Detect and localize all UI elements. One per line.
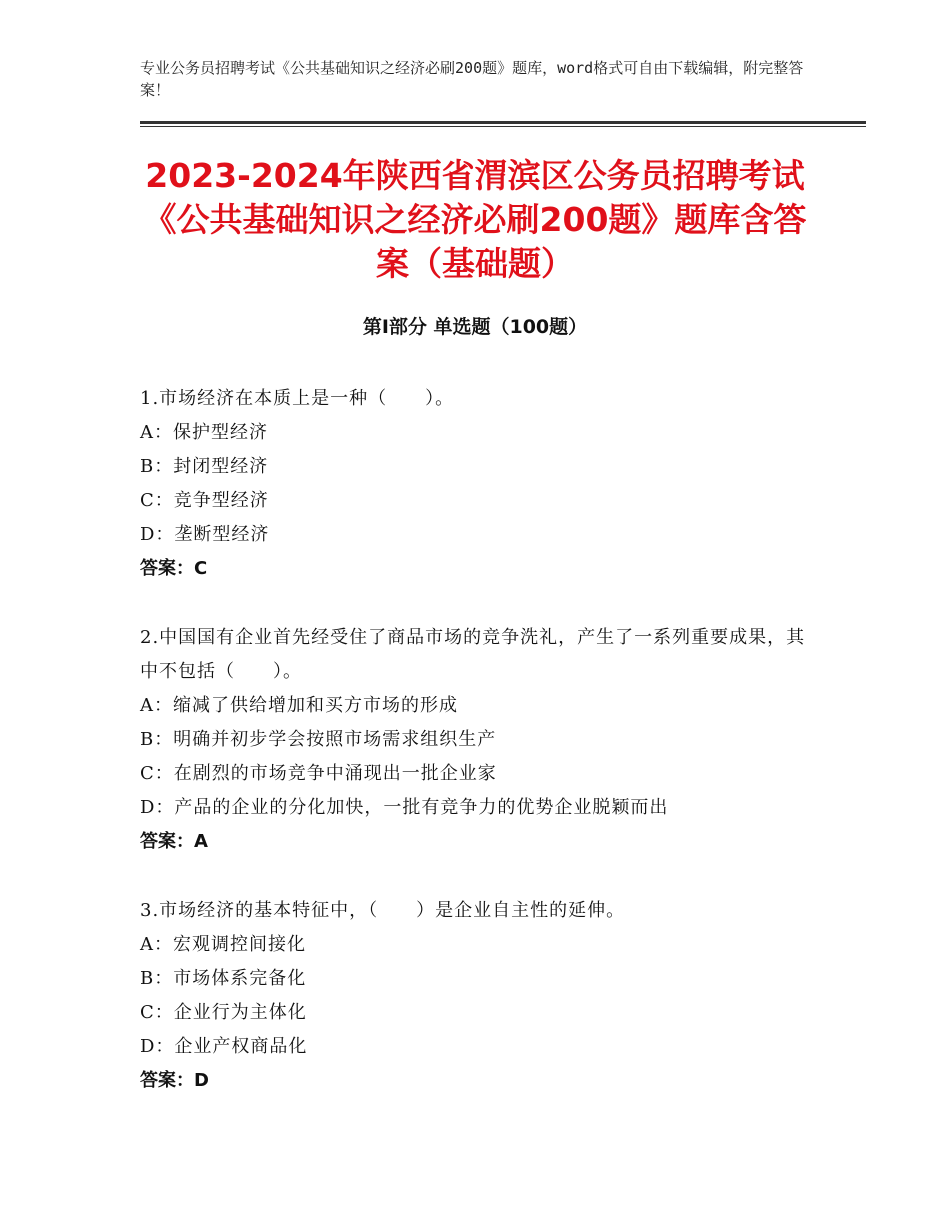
option-a: A：宏观调控间接化 [140,934,306,955]
question-stem: 1.市场经济在本质上是一种（ ）。 [140,388,455,409]
option-c: C：竞争型经济 [140,490,269,511]
question-list [140,382,810,1133]
question-3 [140,894,810,1098]
option-b: B：市场体系完备化 [140,968,307,989]
option-c: C：企业行为主体化 [140,1002,307,1023]
answer-line: 答案：D [140,1070,209,1091]
option-b: B：明确并初步学会按照市场需求组织生产 [140,729,497,750]
document-title: 2023-2024年陕西省渭滨区公务员招聘考试《公共基础知识之经济必刷200题》题库含答案（基础题） [143,156,807,283]
question-stem: 3.市场经济的基本特征中，（ ）是企业自主性的延伸。 [140,900,626,921]
option-a: A：保护型经济 [140,422,268,443]
option-d: D：垄断型经济 [140,524,270,545]
option-b: B：封闭型经济 [140,456,269,477]
option-c: C：在剧烈的市场竞争中涌现出一批企业家 [140,763,497,784]
header-divider-thin [140,126,866,127]
question-stem: 2.中国国有企业首先经受住了商品市场的竞争洗礼，产生了一系列重要成果，其中不包括（ ）。 [140,627,806,682]
option-a: A：缩减了供给增加和买方市场的形成 [140,695,458,716]
question-2 [140,621,810,859]
header-note: 专业公务员招聘考试《公共基础知识之经济必刷200题》题库，word格式可自由下载编辑，附完整答案！ [140,59,804,99]
option-d: D：企业产权商品化 [140,1036,308,1057]
header-divider-thick [140,121,866,124]
option-d: D：产品的企业的分化加快，一批有竞争力的优势企业脱颖而出 [140,797,669,818]
answer-line: 答案：C [140,558,208,579]
answer-line: 答案：A [140,831,208,852]
section-heading: 第Ⅰ部分 单选题（100题） [362,316,588,338]
question-1 [140,382,810,586]
